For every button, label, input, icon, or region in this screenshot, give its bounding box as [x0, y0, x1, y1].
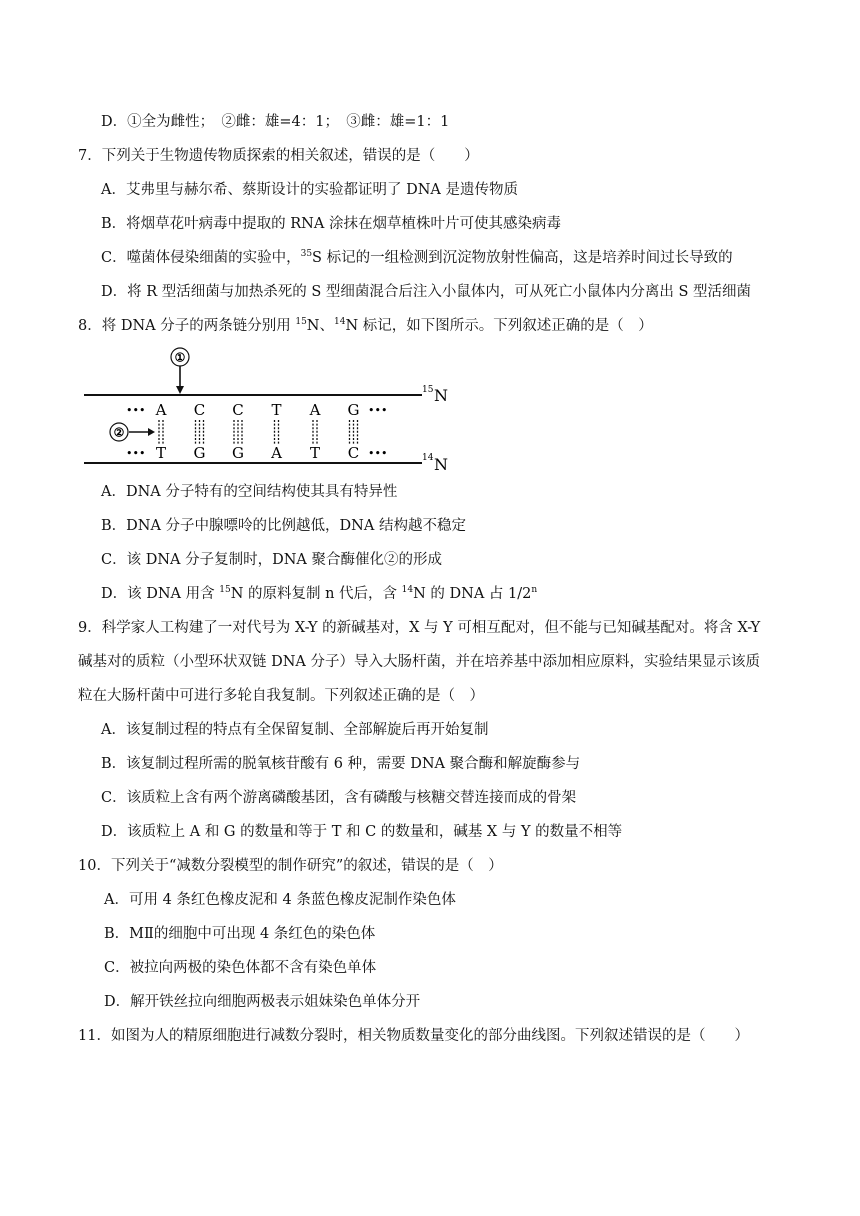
q9-stem-line1: 9．科学家人工构建了一对代号为 X-Y 的新碱基对，X 与 Y 可相互配对，但不能与已知碱基配对。将含 X-Y: [78, 620, 761, 636]
q8-option-b: B．DNA 分子中腺嘌呤的比例越低，DNA 结构越不稳定: [101, 518, 466, 534]
q11-stem: 11．如图为人的精原细胞进行减数分裂时，相关物质数量变化的部分曲线图。下列叙述错误的是（ ）: [78, 1028, 749, 1044]
top-base-2: C: [193, 401, 206, 419]
q8-stem: [78, 316, 653, 336]
dna-strand-figure: [84, 344, 464, 476]
q8-stem-pre: 8．将 DNA 分子的两条链分别用: [78, 318, 296, 334]
q10-option-b: B．MⅡ的细胞中可出现 4 条红色的染色体: [104, 926, 376, 942]
top-base-4: T: [271, 401, 282, 419]
q7-option-c-post: S 标记的一组检测到沉淀物放射性偏高，这是培养时间过长导致的: [312, 250, 733, 266]
marker-2-label: ②: [113, 425, 125, 440]
top-strand-label-sup: 15: [422, 385, 434, 395]
bottom-right-dots: •••: [368, 447, 388, 460]
q7-stem: 7．下列关于生物遗传物质探索的相关叙述，错误的是（ ）: [78, 148, 479, 164]
q7-option-c: [101, 248, 733, 268]
q7-option-c-sup: 35: [300, 249, 313, 260]
bottom-base-5: T: [309, 444, 321, 462]
q7-option-a: A．艾弗里与赫尔希、蔡斯设计的实验都证明了 DNA 是遗传物质: [101, 182, 518, 198]
q6-option-d: D．①全为雌性； ②雌：雄=4：1； ③雌：雄=1：1: [101, 114, 450, 130]
q7-option-c-pre: C．噬菌体侵染细菌的实验中，: [101, 250, 301, 266]
bottom-base-3: G: [232, 444, 244, 462]
q8-option-d-supn: n: [531, 585, 538, 596]
q8-stem-sup14: 14: [333, 317, 346, 328]
q8-option-d-sup14: 14: [401, 585, 414, 596]
q8-stem-mid: N、: [306, 318, 334, 334]
q10-option-a: A．可用 4 条红色橡皮泥和 4 条蓝色橡皮泥制作染色体: [104, 892, 456, 908]
marker-2: [110, 423, 155, 441]
q9-option-d: D．该质粒上 A 和 G 的数量和等于 T 和 C 的数量和，碱基 X 与 Y 的数量不相等: [101, 824, 623, 840]
q10-stem: 10．下列关于“减数分裂模型的制作研究”的叙述，错误的是（ ）: [78, 858, 503, 874]
q8-option-a: A．DNA 分子特有的空间结构使其具有特异性: [101, 484, 398, 500]
q8-stem-sup15: 15: [295, 317, 307, 328]
q9-stem-line3: 粒在大肠杆菌中可进行多轮自我复制。下列叙述正确的是（ ）: [78, 688, 484, 704]
q8-stem-post: N 标记，如下图所示。下列叙述正确的是（ ）: [345, 318, 653, 334]
hydrogen-bond-1: [159, 420, 163, 444]
q7-option-b: B．将烟草花叶病毒中提取的 RNA 涂抹在烟草植株叶片可使其感染病毒: [101, 216, 561, 232]
bottom-strand-label-sup: 14: [422, 453, 434, 463]
q10-option-d: D．解开铁丝拉向细胞两极表示姐妹染色单体分开: [104, 994, 421, 1010]
bottom-base-6: C: [347, 444, 360, 462]
top-strand-label: N: [434, 386, 448, 405]
q8-option-d-post: N 的 DNA 占 1/2: [413, 586, 532, 602]
q9-option-a: A．该复制过程的特点有全保留复制、全部解旋后再开始复制: [101, 722, 489, 738]
q9-option-b: B．该复制过程所需的脱氧核苷酸有 6 种，需要 DNA 聚合酶和解旋酶参与: [101, 756, 581, 772]
hydrogen-bonds: [159, 420, 358, 444]
q8-option-d-pre: D．该 DNA 用含: [101, 586, 220, 602]
hydrogen-bond-3: [234, 420, 242, 444]
hydrogen-bond-2: [196, 420, 204, 444]
top-base-1: A: [155, 401, 167, 419]
marker-1-label: ①: [174, 350, 186, 365]
top-base-5: A: [309, 401, 321, 419]
q9-option-c: C．该质粒上含有两个游离磷酸基团，含有磷酸与核糖交替连接而成的骨架: [101, 790, 577, 806]
marker-1: [171, 348, 189, 394]
q8-option-d: [101, 584, 537, 604]
q9-stem-line2: 碱基对的质粒（小型环状双链 DNA 分子）导入大肠杆菌，并在培养基中添加相应原料，实验结果显示该质: [78, 654, 760, 670]
top-base-6: G: [347, 401, 360, 419]
hydrogen-bond-5: [313, 420, 317, 444]
top-base-3: C: [232, 401, 244, 419]
q7-option-d: D．将 R 型活细菌与加热杀死的 S 型细菌混合后注入小鼠体内，可从死亡小鼠体内分离出 S 型活细菌: [101, 284, 752, 300]
hydrogen-bond-6: [350, 420, 358, 444]
q8-option-d-mid: N 的原料复制 n 代后，含: [230, 586, 402, 602]
top-left-dots: •••: [126, 404, 146, 417]
bottom-bases: [156, 444, 359, 462]
bottom-base-1: T: [155, 444, 167, 462]
bottom-base-4: A: [271, 444, 282, 462]
hydrogen-bond-4: [275, 420, 279, 444]
top-bases: [155, 401, 360, 419]
q8-option-c: C．该 DNA 分子复制时，DNA 聚合酶催化②的形成: [101, 552, 442, 568]
bottom-left-dots: •••: [126, 447, 146, 460]
q10-option-c: C．被拉向两极的染色体都不含有染色单体: [104, 960, 377, 976]
q8-option-d-sup15: 15: [219, 585, 231, 596]
bottom-strand-label: N: [434, 455, 448, 474]
bottom-base-2: G: [193, 444, 206, 462]
top-right-dots: •••: [368, 404, 388, 417]
